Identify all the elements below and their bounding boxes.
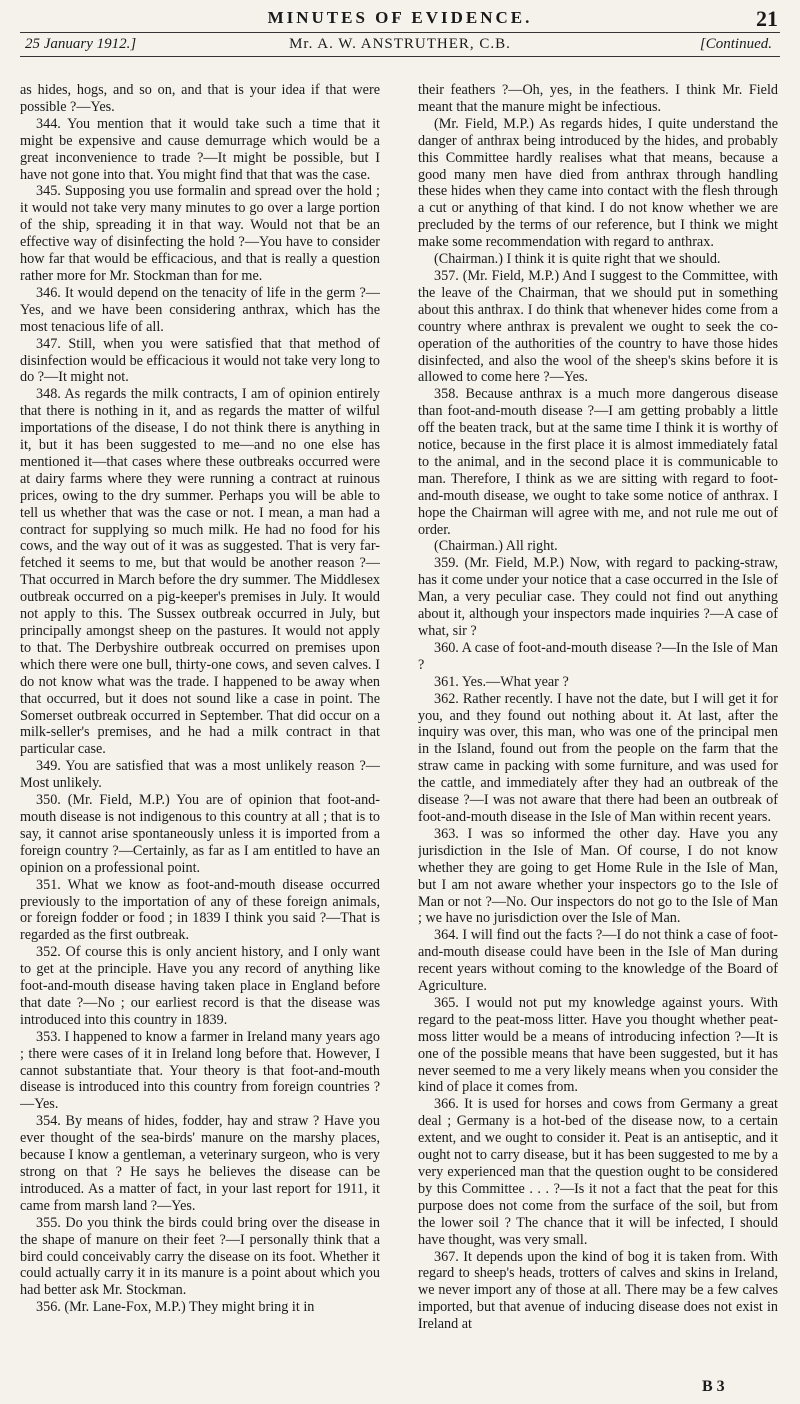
paragraph: as hides, hogs, and so on, and that is your idea if that were possible ?—Yes. <box>20 82 380 115</box>
paragraph: (Chairman.) All right. <box>434 538 558 555</box>
paragraph: 354. By means of hides, fodder, hay and straw ? Have you ever thought of the sea-birds' manure on the marshy places, because I know a gentleman, a veterinary surgeon, who is very strong on that ? He says he believes the disease can be introduced. As a matter of fact, in your last report for 1911, it came from marsh land ?—Yes. <box>20 1113 380 1214</box>
paragraph: 349. You are satisfied that was a most unlikely reason ?—Most unlikely. <box>20 758 380 792</box>
paragraph: 359. (Mr. Field, M.P.) Now, with regard to packing-straw, has it come under your notice that a case occurred in the Isle of Man, a very peculiar case. They could not find out anything about it, although your inspectors made inquiries ?—A case of what, sir ? <box>418 555 778 639</box>
paragraph: 361. Yes.—What year ? <box>434 673 569 690</box>
left-column <box>20 82 380 1392</box>
sub-header <box>20 34 780 57</box>
paragraph: 362. Rather recently. I have not the date, but I will get it for you, and they found out nothing about it. At last, after the inquiry was over, this man, who was one of the principal men in the Island, found out from the people on the farm that the straw came in packing with some furniture, and was used for the cattle, and immediately after they had an outbreak of the disease ?—I was not aware that there had been an outbreak of foot-and-mouth disease in the Isle of Man within recent years. <box>418 690 778 825</box>
page-number: 21 <box>756 6 778 31</box>
witness-name: Mr. A. W. ANSTRUTHER, C.B. <box>289 36 511 52</box>
paragraph: 364. I will find out the facts ?—I do not think a case of foot-and-mouth disease could have been in the Isle of Man during recent years without coming to the knowledge of the Board of Agriculture. <box>418 927 778 995</box>
paragraph: 353. I happened to know a farmer in Ireland many years ago ; there were cases of it in Ireland long before that. However, I cannot substantiate that. Your theory is that foot-and-mouth disease is introduced into this country from foreign countries ?—Yes. <box>20 1028 380 1113</box>
paragraph: 356. (Mr. Lane-Fox, M.P.) They might bring it in <box>36 1299 315 1316</box>
running-title: MINUTES OF EVIDENCE. <box>267 8 533 27</box>
paragraph: 352. Of course this is only ancient history, and I only want to get at the principle. Have you any record of anything like foot-and-mouth disease having taken place in England before that date ?—No ; our earliest record is that the disease was introduced into this country in 1839. <box>20 944 380 1028</box>
right-column <box>418 82 778 1392</box>
paragraph: 366. It is used for horses and cows from Germany a great deal ; Germany is a hot-bed of the disease now, to a certain extent, and we ought to consider it. Peat is an antiseptic, and it ought not to carry disease, but it has been suggested to me by a very experienced man that the question ought to be considered by this Committee . . . ?—Is it not a fact that the peat for this purpose does not come from the surface of the soil, but from the lower soil ? The chance that it will be infected, I should have thought, was very small. <box>418 1096 778 1248</box>
paragraph: 365. I would not put my knowledge against yours. With regard to the peat-moss litter. Have you thought whether peat-moss litter would be a means of introducing infection ?—It is one of the possible means that have been suggested, but it has never seemed to me a very likely means when you consider the kind of place it comes from. <box>418 994 778 1096</box>
paragraph: 357. (Mr. Field, M.P.) And I suggest to the Committee, with the leave of the Chairman, that we should put in something about this anthrax. I do think that whenever hides come from a country where anthrax is prevalent we ought to seek the co-operation of the authorities of the country to have those hides disinfected, and also the wool of the sheep's skins before it is allowed to come here ?—Yes. <box>418 267 778 386</box>
paragraph: 346. It would depend on the tenacity of life in the germ ?—Yes, and we have been considering anthrax, which has the most tenacious life of all. <box>20 284 380 335</box>
paragraph: 367. It depends upon the kind of bog it is taken from. With regard to sheep's heads, trotters of calves and skins in Ireland, we never import any of those at all. There may be a few calves imported, but that avenue of inducing disease does not exist in Ireland at <box>418 1248 778 1333</box>
signature-mark: B 3 <box>702 1378 725 1395</box>
paragraph: 350. (Mr. Field, M.P.) You are of opinion that foot-and-mouth disease is not indigenous to this country at all ; that is to say, it cannot arise spontaneously unless it is imported from a foreign country ?—Certainly, as far as I am entitled to have an opinion on a professional point. <box>20 792 380 876</box>
header-date: 25 January 1912.] <box>25 36 137 52</box>
continued-label: [Continued. <box>699 36 772 52</box>
paragraph: 358. Because anthrax is a much more dangerous disease than foot-and-mouth disease ?—I am getting probably a little off the beaten track, but at the same time I think it is worthy of notice, because in the first place it is almost immediately fatal to the animal, and in the second place it is communicable to man. Therefore, I think as we are sitting with regard to foot-and-mouth disease, we ought to take some notice of anthrax. I hope the Chairman will agree with me, and not rule me out of order. <box>418 386 778 538</box>
paragraph: 348. As regards the milk contracts, I am of opinion entirely that there is nothing in it, and as regards the matter of wilful importations of the disease, I do not think there is anything in it, but it has been suggested to me—and no one else has mentioned it—that cases where these outbreaks occurred were at dairy farms where they were running a contract at ruinous prices, owing to the dry summer. Perhaps you will be able to tell us whether that was the case or not. I mean, a man had a contract for supplying so much milk. He had no food for his cows, and the way out of it was as suggested. That is very far-fetched it seems to me, but that would be another reason ?—That occurred in March before the dry summer. The Middlesex outbreak occurred on a pig-keeper's premises in July. It would not apply to this. The Sussex outbreak occurred in July, but principally amongst sheep on the pastures. It would not apply to that. The Derbyshire outbreak occurred on premises upon which there were one bull, thirty-one cows, and seven calves. I do not know what was the trade. I happened to be away when that occurred, but it does not sound like a case in point. The Somerset outbreak occurred in September. That did occur on a milk-seller's premises, and he had a milk contract in that particular case. <box>20 386 380 758</box>
running-header <box>20 6 780 33</box>
paragraph: (Chairman.) I think it is quite right that we should. <box>434 251 721 268</box>
paragraph: 344. You mention that it would take such a time that it might be expensive and cause demurrage which would be a great inconvenience to trade ?—It might be possible, but I have not gone into that. You might find that that was the case. <box>20 115 380 183</box>
paragraph: 360. A case of foot-and-mouth disease ?—In the Isle of Man ? <box>418 639 778 673</box>
paragraph: 347. Still, when you were satisfied that that method of disinfection would be efficacious it would not take very long to do ?—It might not. <box>20 335 380 386</box>
paragraph: their feathers ?—Oh, yes, in the feathers. I think Mr. Field meant that the manure might be infectious. <box>418 82 778 115</box>
paragraph: 355. Do you think the birds could bring over the disease in the shape of manure on their feet ?—I personally think that a bird could conceivably carry the disease on its foot. Whether it could actually carry it in its manure is a point about which you had better ask Mr. Stockman. <box>20 1214 380 1299</box>
paragraph: 345. Supposing you use formalin and spread over the hold ; it would not take very many minutes to go over a large portion of the ship, spreading it in that way. Would not that be an effective way of disinfecting the hold ?—You have to consider how far that would be efficacious, and that is really a question rather more for Mr. Stockman than for me. <box>20 183 380 284</box>
paragraph: (Mr. Field, M.P.) As regards hides, I quite understand the danger of anthrax being introduced by the hides, and probably this Committee hardly realises what that means, because a good many men have died from anthrax through handling these hides when they came into contact with the flesh through a cut or anything of that kind. I do not know whether we are precluded by the terms of our reference, but I think we might make some recommendation with regard to anthrax. <box>418 115 778 251</box>
paragraph: 351. What we know as foot-and-mouth disease occurred previously to the importation of any of these foreign animals, or foreign fodder or food ; in 1839 I think you said ?—That is regarded as the first outbreak. <box>20 876 380 944</box>
paragraph: 363. I was so informed the other day. Have you any jurisdiction in the Isle of Man. Of course, I do not know whether they are going to get Home Rule in the Isle of Man, but I am not aware whether your inspectors go to the Isle of Man or not ?—No. Our inspectors do not go to the Isle of Man ; we have no jurisdiction over the Isle of Man. <box>418 825 778 927</box>
